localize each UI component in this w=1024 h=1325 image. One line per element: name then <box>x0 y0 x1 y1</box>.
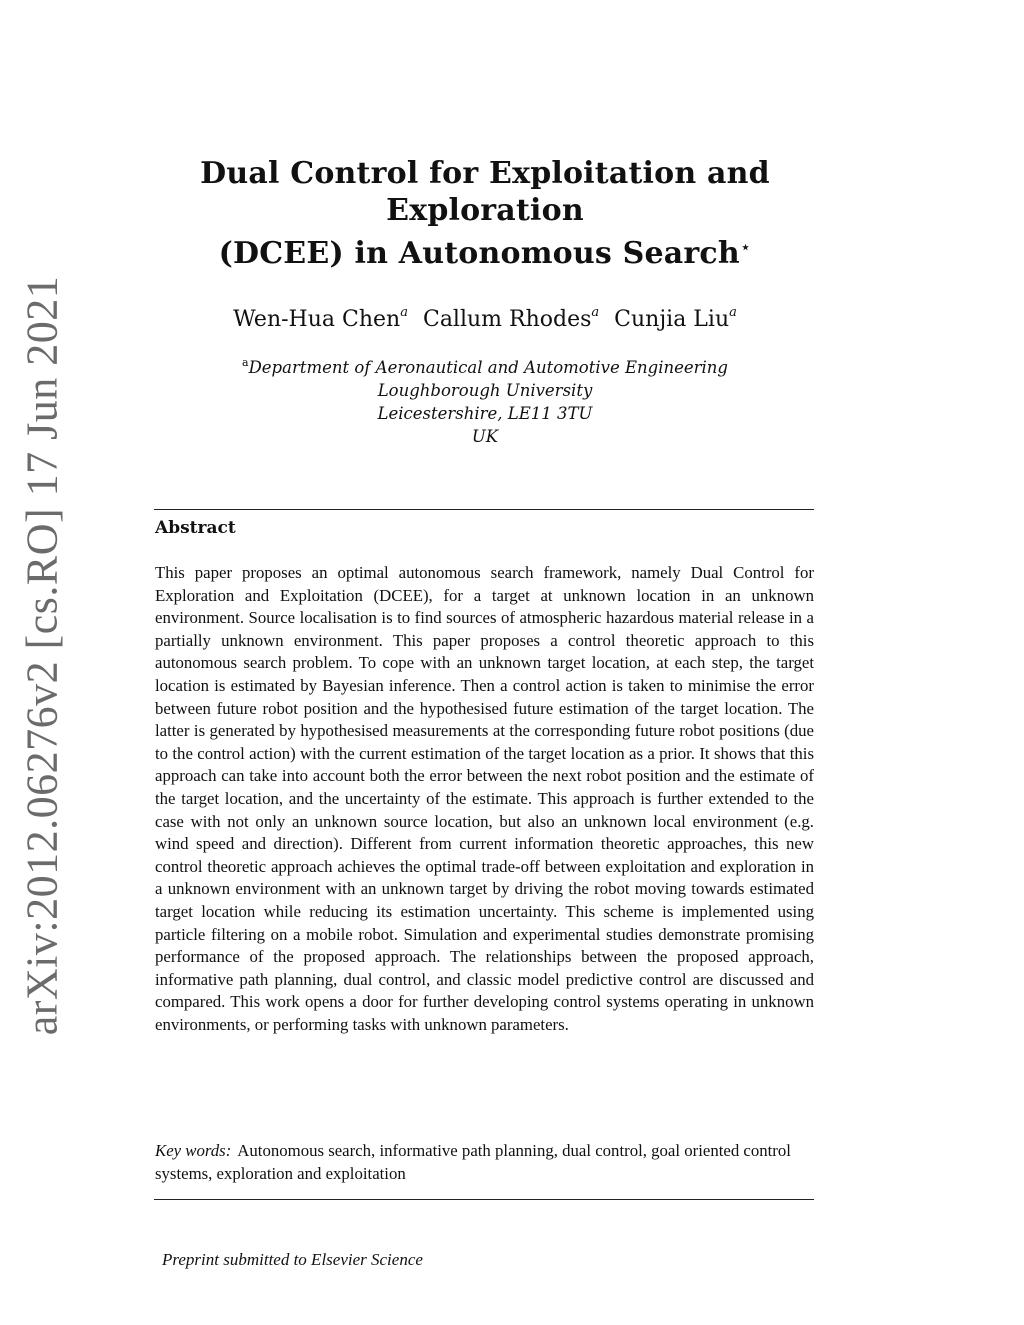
author-affiliation-mark: a <box>591 305 600 320</box>
preprint-footer: Preprint submitted to Elsevier Science <box>162 1250 423 1269</box>
keywords-text: Autonomous search, informative path planning, dual control, goal oriented control systems, exploration and exploitation <box>155 1141 791 1183</box>
author <box>614 307 737 332</box>
affiliation-department-line <box>150 351 820 379</box>
author-name: Callum Rhodes <box>422 307 592 332</box>
author-affiliation-mark: a <box>400 305 408 320</box>
abstract-top-rule <box>154 509 814 510</box>
paper-title <box>150 155 820 272</box>
author-name: Wen-Hua Chen <box>233 307 401 332</box>
arxiv-identifier-stamp <box>12 275 72 1035</box>
author-list <box>150 298 820 335</box>
affiliation-country: UK <box>471 427 499 446</box>
title-line-2 <box>150 229 820 272</box>
author <box>423 307 599 332</box>
affiliation-location: Leicestershire, LE11 3TU <box>377 404 593 423</box>
abstract-bottom-rule <box>154 1199 814 1200</box>
keywords-block <box>155 1140 814 1185</box>
title-footnote-mark: ⋆ <box>739 237 752 258</box>
affiliation-department: Department of Aeronautical and Automotive Engineering <box>248 358 728 377</box>
abstract-heading: Abstract <box>155 518 236 538</box>
title-line-2-text: (DCEE) in Autonomous Search <box>218 236 740 271</box>
keywords-label: Key words: <box>155 1141 232 1160</box>
affiliation-university: Loughborough University <box>377 381 593 400</box>
affiliation-block <box>150 351 820 448</box>
author <box>233 307 408 332</box>
arxiv-identifier-text: arXiv:2012.06276v2 [cs.RO] 17 Jun 2021 <box>17 275 67 1035</box>
author-affiliation-mark: a <box>729 305 737 320</box>
title-line-1: Dual Control for Exploitation and Exploration <box>200 156 770 228</box>
author-name: Cunjia Liu <box>614 307 730 332</box>
abstract-text: This paper proposes an optimal autonomous search framework, namely Dual Control for Exploration and Exploitation (DCEE), for a target at unknown location in an unknown environment. Source localisation is to find sources of atmospheric hazardous material release in a partially unknown environment. This paper proposes a control theoretic approach to this autonomous search problem. To cope with an unknown target location, at each step, the target location is estimated by Bayesian inference. Then a control action is taken to minimise the error between future robot position and the hypothesised future estimation of the target location. The latter is generated by hypothesised measurements at the corresponding future robot positions (due to the control action) with the current estimation of the target location as a prior. It shows that this approach can take into account both the error between the next robot position and the estimate of the target location, and the uncertainty of the estimate. This approach is further extended to the case with not only an unknown source location, but also an unknown local environment (e.g. wind speed and direction). Different from current information theoretic approaches, this new control theoretic approach achieves the optimal trade-off between exploitation and exploration in a unknown environment with an unknown target by driving the robot moving towards estimated target location while reducing its estimation uncertainty. This scheme is implemented using particle filtering on a mobile robot. Simulation and experimental studies demonstrate promising performance of the proposed approach. The relationships between the proposed approach, informative path planning, dual control, and classic model predictive control are discussed and compared. This work opens a door for further developing control systems operating in unknown environments, or performing tasks with unknown parameters. <box>155 563 814 1034</box>
affiliation-mark: a <box>242 356 249 369</box>
